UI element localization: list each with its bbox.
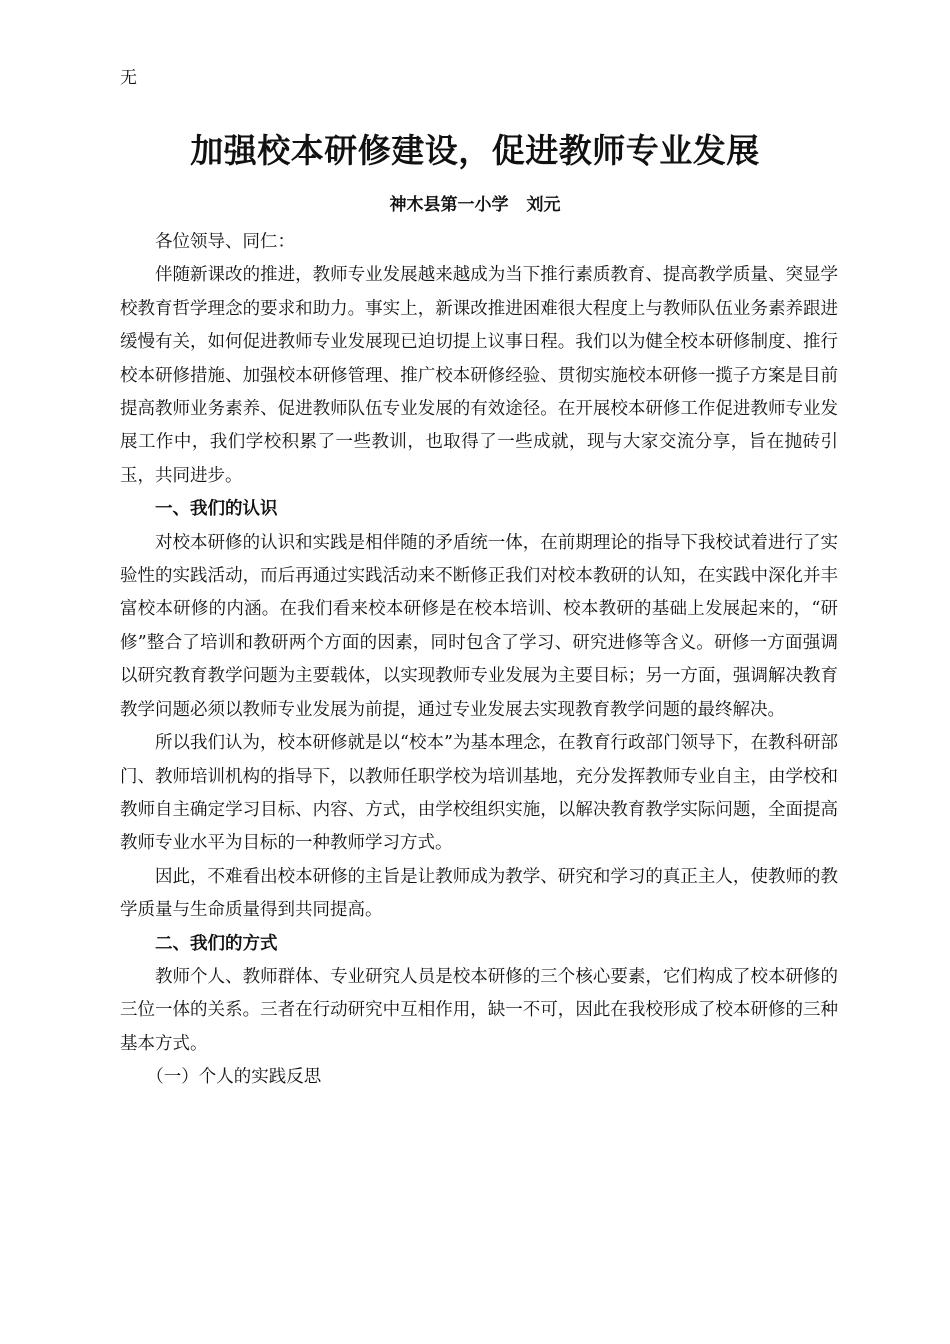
page-title: 加强校本研修建设，促进教师专业发展 (190, 131, 760, 170)
paragraph: 因此，不难看出校本研修的主旨是让教师成为教学、研究和学习的真正主人，使教师的教学质量与生命质量得到共同提高。 (120, 866, 838, 921)
byline (110, 192, 840, 218)
author-name: 刘元 (526, 195, 561, 215)
paragraph: 所以我们认为，校本研修就是以“校本”为基本理念，在教育行政部门领导下，在教科研部门、教师培训机构的指导下，以教师任职学校为培训基地，充分发挥教师专业自主，由学校和教师自主确定学习目标、内容、方式，由学校组织实施，以解决教育教学实际问题，全面提高教师专业水平为目标的一种教师学习方式。 (120, 733, 838, 854)
paragraph: 对校本研修的认识和实践是相伴随的矛盾统一体，在前期理论的指导下我校试着进行了实验性的实践活动，而后再通过实践活动来不断修正我们对校本教研的认知，在实践中深化并丰富校本研修的内涵。在我们看来校本研修是在校本培训、校本教研的基础上发展起来的，“研修”整合了培训和教研两个方面的因素，同时包含了学习、研究进修等含义。研修一方面强调以研究教育教学问题为主要载体，以实现教师专业发展为主要目标；另一方面，强调解决教育教学问题必须以教师专业发展为前提，通过专业发展去实现教育教学问题的最终解决。 (120, 532, 838, 720)
paragraph-intro: 伴随新课改的推进，教师专业发展越来越成为当下推行素质教育、提高教学质量、突显学校教育哲学理念的要求和助力。事实上，新课改推进困难很大程度上与教师队伍业务素养跟进缓慢有关，如何促进教师专业发展现已迫切提上议事日程。我们以为健全校本研修制度、推行校本研修措施、加强校本研修管理、推广校本研修经验、贯彻实施校本研修一揽子方案是目前提高教师业务素养、促进教师队伍专业发展的有效途径。在开展校本研修工作促进教师专业发展工作中，我们学校积累了一些教训，也取得了一些成就，现与大家交流分享，旨在抛砖引玉，共同进步。 (120, 265, 838, 486)
paragraph: 教师个人、教师群体、专业研究人员是校本研修的三个核心要素，它们构成了校本研修的三位一体的关系。三者在行动研究中互相作用，缺一不可，因此在我校形成了校本研修的三种基本方式。 (120, 966, 838, 1054)
salutation: 各位领导、同仁： (155, 232, 295, 252)
section-heading-1: 一、我们的认识 (155, 499, 278, 520)
document-body (120, 226, 838, 1095)
subsection-heading: （一）个人的实践反思 (146, 1067, 322, 1088)
section-heading-2: 二、我们的方式 (155, 933, 278, 954)
header-mark: 无 (120, 68, 137, 88)
author-organization: 神木县第一小学 (389, 195, 509, 215)
